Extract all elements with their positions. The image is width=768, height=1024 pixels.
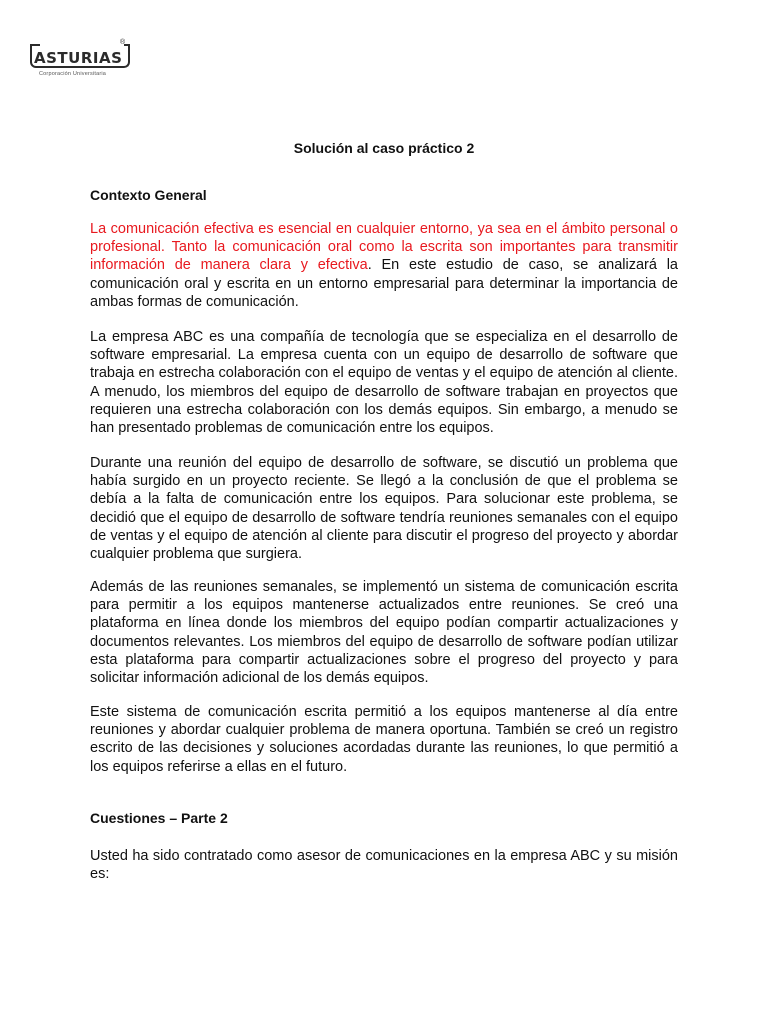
highlighted-text: La comunicación efectiva es esencial en cualquier entorno, ya sea en el ámbito personal o profesional. Tanto la comunicación oral como la escrita son importantes para transmitir información de manera clara y efectiva	[90, 221, 678, 274]
registered-mark: ®	[120, 39, 126, 46]
paragraph-meeting: Durante una reunión del equipo de desarrollo de software, se discutió un problema que había surgido en un proyecto reciente. Se llegó a la conclusión de que el problema se debía a la falta de comunicación entre los equipos. Para solucionar este problema, se decidió que el equipo de desarrollo de software tendría reuniones semanales con el equipo de ventas y el equipo de atención al cliente para discutir el progreso del proyecto y abordar cualquier problema que surgiera.	[90, 455, 678, 563]
paragraph-intro	[90, 220, 678, 311]
paragraph-company: La empresa ABC es una compañía de tecnología que se especializa en el desarrollo de software empresarial. La empresa cuenta con un equipo de desarrollo de software que trabaja en estrecha colaboración con el equipo de ventas y el equipo de atención al cliente. A menudo, los miembros del equipo de desarrollo de software trabajan en proyectos que requieren una estrecha colaboración con los demás equipos. Sin embargo, a menudo se han presentado problemas de comunicación entre los equipos.	[90, 329, 678, 437]
questions-heading: Cuestiones – Parte 2	[90, 810, 228, 826]
intro-rest-text: . En este estudio de caso, se analizará la comunicación oral y escrita en un entorno empresarial para determinar la importancia de ambas formas de comunicación.	[90, 257, 678, 310]
paragraph-outcome: Este sistema de comunicación escrita permitió a los equipos mantenerse al día entre reuniones y abordar cualquier problema de manera oportuna. También se creó un registro escrito de las decisiones y soluciones acordadas durante las reuniones, lo que permitió a los equipos referirse a ellas en el futuro.	[90, 704, 678, 775]
asturias-logo	[30, 39, 130, 84]
logo-tagline: Corporación Universitaria	[39, 71, 107, 77]
paragraph-written-system: Además de las reuniones semanales, se implementó un sistema de comunicación escrita para permitir a los equipos mantenerse actualizados entre reuniones. Se creó una plataforma en línea donde los miembros del equipo podían compartir actualizaciones y documentos relevantes. Los miembros del equipo de desarrollo de software podían utilizar esta plataforma para compartir actualizaciones sobre el progreso del proyecto y para solicitar información adicional de los demás equipos.	[90, 579, 678, 687]
paragraph-mission: Usted ha sido contratado como asesor de comunicaciones en la empresa ABC y su misión es:	[90, 848, 678, 883]
context-heading: Contexto General	[90, 187, 207, 203]
logo-wordmark: ASTURIAS	[34, 49, 123, 67]
document-title: Solución al caso práctico 2	[293, 140, 475, 156]
